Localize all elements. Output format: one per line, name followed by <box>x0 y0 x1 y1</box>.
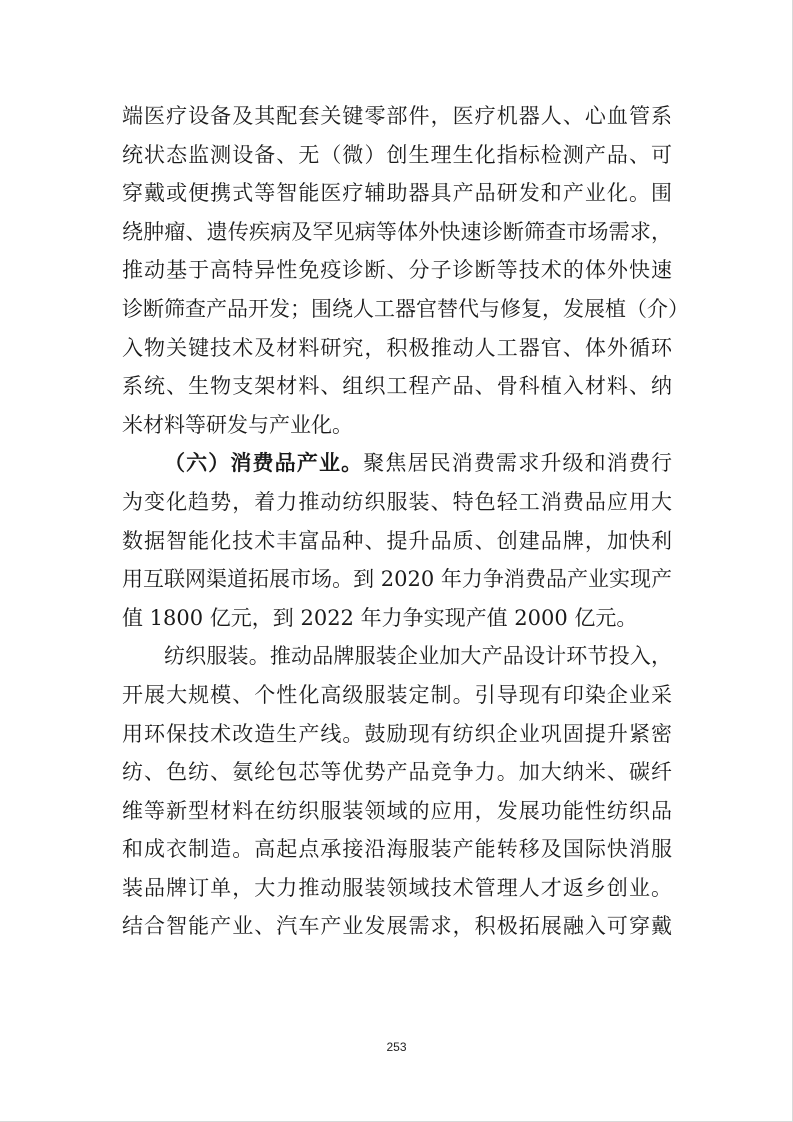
line-text: 米材料等研发与产业化。 <box>122 412 353 437</box>
text-line <box>122 907 672 946</box>
line-text: 端医疗设备及其配套关键零部件，医疗机器人、心血管系 <box>122 104 672 128</box>
text-line <box>122 444 672 483</box>
line-text: 纺织服装。推动品牌服装企业加大产品设计环节投入， <box>164 644 672 669</box>
line-text: 穿戴或便携式等智能医疗辅助器具产品研发和产业化。围 <box>122 181 672 206</box>
text-line <box>122 792 672 831</box>
text-line <box>122 753 672 792</box>
text-line <box>122 136 672 175</box>
line-text: 入物关键技术及材料研究，积极推动人工器官、体外循环 <box>122 335 672 360</box>
text-line <box>122 406 672 445</box>
line-text: 维等新型材料在纺织服装领域的应用，发展功能性纺织品 <box>122 798 672 823</box>
text-line <box>122 367 672 406</box>
line-text: 结合智能产业、汽车产业发展需求，积极拓展融入可穿戴 <box>122 914 672 939</box>
text-line <box>122 637 672 676</box>
line-text: 统状态监测设备、无（微）创生理生化指标检测产品、可 <box>122 142 672 167</box>
line-text: 用互联网渠道拓展市场。到 2020 年力争消费品产业实现产 <box>122 567 672 592</box>
text-line <box>122 560 672 599</box>
text-line <box>122 251 672 290</box>
body-text <box>122 97 689 946</box>
text-line <box>122 290 689 329</box>
text-line <box>122 97 672 136</box>
line-text: 绕肿瘤、遗传疾病及罕见病等体外快速诊断筛查市场需求， <box>122 219 672 244</box>
section-heading: （六）消费品产业。 <box>164 451 364 476</box>
text-line <box>122 715 672 754</box>
text-line <box>122 599 672 638</box>
line-text: 开展大规模、个性化高级服装定制。引导现有印染企业采 <box>122 682 672 707</box>
line-text: 推动基于高特异性免疫诊断、分子诊断等技术的体外快速 <box>122 258 672 283</box>
line-text: 用环保技术改造生产线。鼓励现有纺织企业巩固提升紧密 <box>122 721 672 746</box>
line-text: 聚焦居民消费需求升级和消费行 <box>363 451 673 476</box>
text-line <box>122 869 672 908</box>
text-line <box>122 522 672 561</box>
text-line <box>122 213 672 252</box>
text-line <box>122 174 672 213</box>
text-line <box>122 830 672 869</box>
line-text: 和成衣制造。高起点承接沿海服装产能转移及国际快消服 <box>122 837 672 862</box>
line-text: 系统、生物支架材料、组织工程产品、骨科植入材料、纳 <box>122 374 672 399</box>
line-text: 为变化趋势，着力推动纺织服装、特色轻工消费品应用大 <box>122 489 672 514</box>
line-text: 值 1800 亿元，到 2022 年力争实现产值 2000 亿元。 <box>122 605 638 630</box>
text-line <box>122 483 672 522</box>
text-line <box>122 676 672 715</box>
line-text: 数据智能化技术丰富品种、提升品质、创建品牌，加快利 <box>122 528 672 553</box>
page-number: 253 <box>386 1040 407 1054</box>
line-text: 诊断筛查产品开发；围绕人工器官替代与修复，发展植（介） <box>122 296 689 321</box>
line-text: 装品牌订单，大力推动服装领域技术管理人才返乡创业。 <box>122 875 672 900</box>
line-text: 纺、色纺、氨纶包芯等优势产品竞争力。加大纳米、碳纤 <box>122 760 672 785</box>
text-line <box>122 329 672 368</box>
